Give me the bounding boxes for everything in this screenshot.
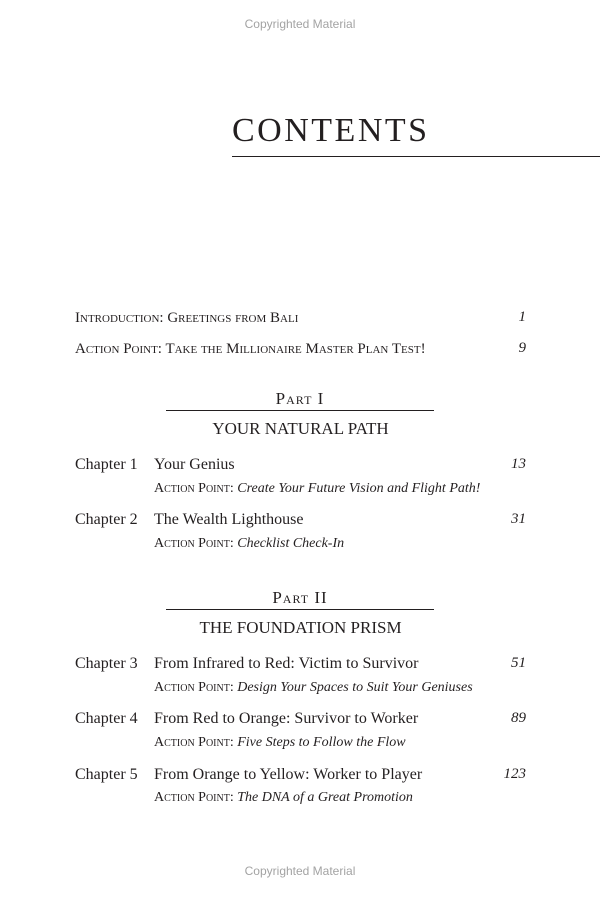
chapter-page-number: 89 — [511, 710, 526, 726]
chapter-number: Chapter 5 — [75, 766, 138, 783]
action-point-text: Five Steps to Follow the Flow — [237, 735, 406, 750]
title-rule — [232, 156, 600, 157]
chapter-page-number: 123 — [503, 766, 526, 782]
chapter-action-point — [154, 680, 473, 696]
watermark-top: Copyrighted Material — [244, 17, 356, 31]
action-point-text: Checklist Check-In — [237, 536, 345, 551]
chapter-title: Your Genius — [154, 456, 235, 473]
action-point-text: Design Your Spaces to Suit Your Geniuses — [237, 680, 473, 695]
chapter-action-point — [154, 481, 480, 497]
chapter-page-number: 13 — [511, 456, 526, 472]
chapter-page-number: 51 — [511, 655, 526, 671]
toc-entry-introduction — [75, 309, 526, 327]
part-label: Part I — [275, 389, 325, 408]
action-point-label: Action Point: — [154, 680, 234, 695]
toc-entry-label: Introduction: Greetings from Bali — [75, 310, 299, 326]
chapter-title: From Orange to Yellow: Worker to Player — [154, 766, 423, 783]
part-rule — [166, 609, 434, 610]
toc-entry-label: Action Point: Take the Millionaire Master Plan Test! — [75, 341, 426, 357]
page-title: CONTENTS — [232, 112, 430, 149]
chapter-number: Chapter 1 — [75, 456, 138, 473]
action-point-text: Create Your Future Vision and Flight Path! — [237, 481, 481, 496]
toc-page-number: 9 — [518, 340, 526, 356]
action-point-label: Action Point: — [154, 790, 234, 805]
part-title: THE FOUNDATION PRISM — [199, 618, 402, 637]
chapter-number: Chapter 3 — [75, 655, 138, 672]
action-point-label: Action Point: — [154, 735, 234, 750]
chapter-action-point — [154, 735, 406, 751]
action-point-label: Action Point: — [154, 536, 234, 551]
chapter-page-number: 31 — [511, 511, 526, 527]
toc-entry-action-point-test — [75, 340, 526, 358]
chapter-title: From Infrared to Red: Victim to Survivor — [154, 655, 419, 672]
toc-page-number: 1 — [518, 309, 526, 325]
chapter-title: The Wealth Lighthouse — [154, 511, 304, 528]
action-point-label: Action Point: — [154, 481, 234, 496]
chapter-number: Chapter 2 — [75, 511, 138, 528]
chapter-action-point — [154, 536, 344, 552]
chapter-number: Chapter 4 — [75, 710, 138, 727]
chapter-title: From Red to Orange: Survivor to Worker — [154, 710, 419, 727]
action-point-text: The DNA of a Great Promotion — [237, 790, 413, 805]
part-rule — [166, 410, 434, 411]
part-title: YOUR NATURAL PATH — [212, 419, 389, 438]
part-label: Part II — [272, 588, 328, 607]
chapter-action-point — [154, 790, 413, 806]
watermark-bottom: Copyrighted Material — [244, 864, 356, 878]
